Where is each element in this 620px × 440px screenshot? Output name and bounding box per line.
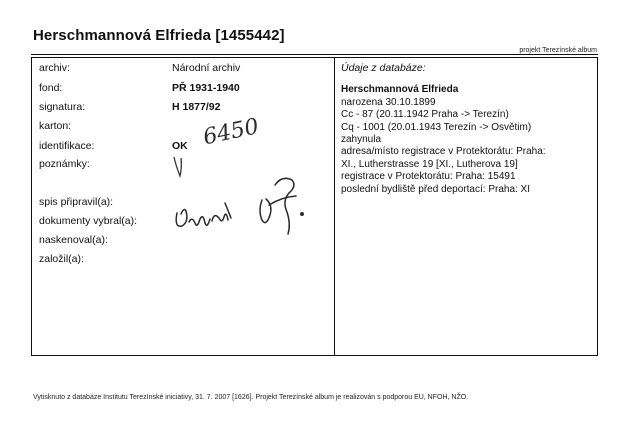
value-signatura: H 1877/92 xyxy=(172,101,221,113)
label-fond: fond: xyxy=(39,82,63,94)
database-line: narozena 30.10.1899 xyxy=(341,96,436,108)
value-archiv: Národní archiv xyxy=(172,62,241,74)
header-rule xyxy=(31,54,598,55)
label-spis-pripravil: spis připravil(a): xyxy=(39,196,114,208)
database-line: XI., Lutherstrasse 19 [XI., Lutherova 19] xyxy=(341,158,518,170)
label-archiv: archiv: xyxy=(39,62,70,74)
database-line: registrace v Protektorátu: Praha: 15491 xyxy=(341,171,516,183)
footer-note: Vytisknuto z databáze Institutu Terezínské iniciativy, 31. 7. 2007 [1626]. Projekt Terezínské album je realizován s podporou EU, NFOH, NŽO. xyxy=(33,394,469,401)
database-panel xyxy=(341,62,591,196)
label-poznamky: poznámky: xyxy=(39,158,90,170)
database-line: adresa/místo registrace v Protektorátu: Praha: xyxy=(341,146,546,158)
database-line: zahynula xyxy=(341,134,382,146)
column-divider xyxy=(334,58,335,355)
handwritten-karton-number: 6450 xyxy=(201,114,262,151)
database-line: Cc - 87 (20.11.1942 Praha -> Terezín) xyxy=(341,109,509,121)
page-title: Herschmannová Elfrieda [1455442] xyxy=(33,27,285,44)
database-line: Cq - 1001 (20.01.1943 Terezín -> Osvětim) xyxy=(341,121,532,133)
label-naskenoval: naskenoval(a): xyxy=(39,234,108,246)
project-label: projekt Terezínské album xyxy=(519,47,597,54)
record-card xyxy=(31,57,598,356)
value-fond: PŘ 1931-1940 xyxy=(172,82,240,94)
database-line: poslední bydliště před deportací: Praha: XI xyxy=(341,183,531,195)
value-identifikace: OK xyxy=(172,140,188,152)
label-dokumenty-vybral: dokumenty vybral(a): xyxy=(39,215,138,227)
label-identifikace: identifikace: xyxy=(39,140,95,152)
label-signatura: signatura: xyxy=(39,101,86,113)
database-heading: Údaje z databáze: xyxy=(341,62,426,74)
label-karton: karton: xyxy=(39,120,72,132)
database-name: Herschmannová Elfrieda xyxy=(341,84,459,96)
label-zalozil: založil(a): xyxy=(39,253,84,265)
